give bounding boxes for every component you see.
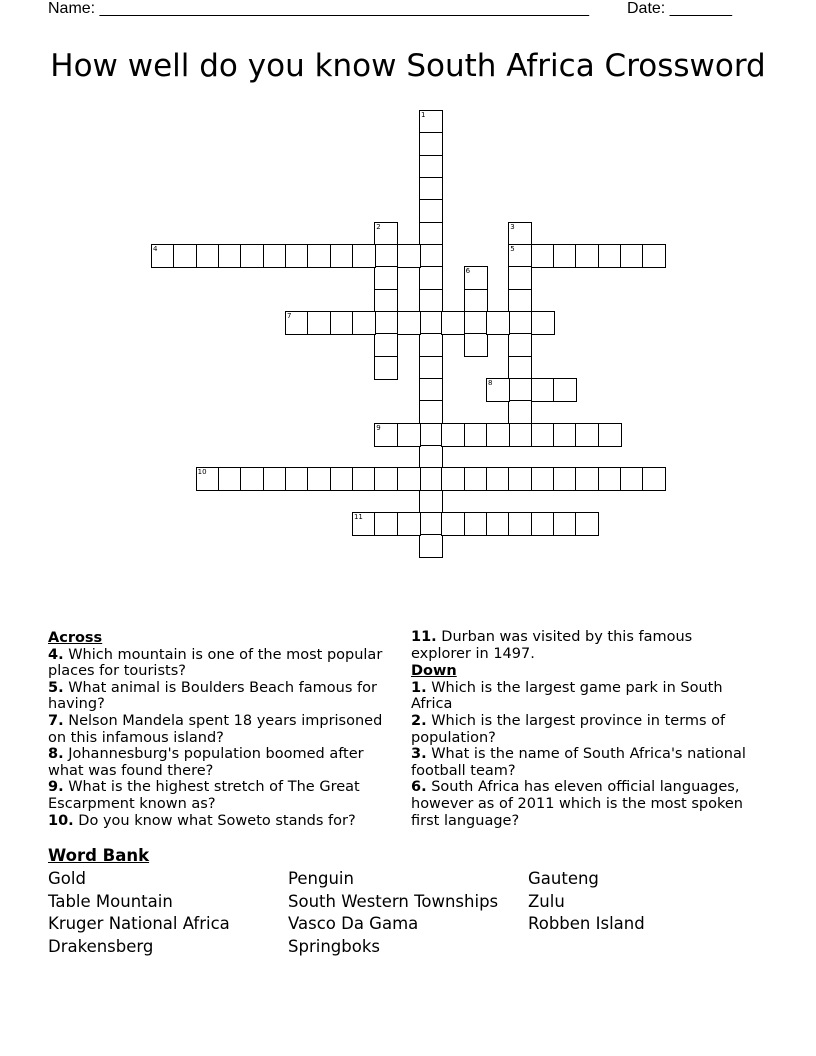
crossword-cell[interactable] bbox=[419, 490, 443, 514]
crossword-cell[interactable] bbox=[374, 512, 398, 536]
clue-item bbox=[411, 680, 756, 713]
crossword-cell[interactable] bbox=[419, 110, 443, 134]
word-bank-item: Vasco Da Gama bbox=[288, 914, 419, 934]
crossword-cell[interactable] bbox=[151, 244, 175, 268]
clue-number: 2. bbox=[411, 712, 427, 729]
crossword-cell[interactable] bbox=[598, 244, 622, 268]
clue-text: Durban was visited by this famous explorer in 1497. bbox=[411, 629, 693, 662]
clue-item bbox=[48, 746, 393, 779]
crossword-cell[interactable] bbox=[218, 467, 242, 491]
crossword-cell[interactable] bbox=[464, 266, 488, 290]
crossword-cell[interactable] bbox=[419, 244, 443, 268]
crossword-cell[interactable] bbox=[486, 311, 510, 335]
crossword-cell[interactable] bbox=[330, 467, 354, 491]
crossword-cell[interactable] bbox=[374, 311, 398, 335]
crossword-cell[interactable] bbox=[419, 356, 443, 380]
word-bank-item: Robben Island bbox=[528, 914, 645, 934]
crossword-cell[interactable] bbox=[441, 467, 465, 491]
crossword-cell[interactable] bbox=[374, 222, 398, 246]
crossword-cell[interactable] bbox=[575, 467, 599, 491]
crossword-cell[interactable] bbox=[419, 155, 443, 179]
crossword-cell[interactable] bbox=[419, 132, 443, 156]
crossword-cell[interactable] bbox=[464, 512, 488, 536]
crossword-cell[interactable] bbox=[352, 311, 376, 335]
crossword-cell[interactable] bbox=[419, 512, 443, 536]
crossword-cell[interactable] bbox=[508, 289, 532, 313]
crossword-cell[interactable] bbox=[330, 311, 354, 335]
crossword-cell[interactable] bbox=[397, 512, 421, 536]
word-bank-item: South Western Townships bbox=[288, 891, 499, 911]
clue-number: 1 bbox=[420, 111, 426, 119]
crossword-cell[interactable] bbox=[531, 467, 555, 491]
crossword-cell[interactable] bbox=[374, 467, 398, 491]
clue-number: 7 bbox=[286, 311, 292, 320]
clue-number: 5. bbox=[48, 679, 64, 696]
crossword-cell[interactable] bbox=[553, 467, 577, 491]
crossword-cell[interactable] bbox=[397, 467, 421, 491]
crossword-cell[interactable] bbox=[263, 467, 287, 491]
crossword-cell[interactable] bbox=[464, 423, 488, 447]
word-bank-item: Gauteng bbox=[528, 869, 599, 888]
clue-text: South Africa has eleven official languages, however as of 2011 which is the most spoken first language? bbox=[411, 779, 743, 829]
crossword-cell[interactable] bbox=[553, 244, 577, 268]
crossword-cell[interactable] bbox=[419, 266, 443, 290]
crossword-cell[interactable] bbox=[419, 289, 443, 313]
crossword-cell[interactable] bbox=[419, 467, 443, 491]
crossword-cell[interactable] bbox=[240, 467, 264, 491]
crossword-cell[interactable] bbox=[508, 356, 532, 380]
clue-item bbox=[48, 813, 393, 830]
word-bank-column bbox=[48, 868, 230, 958]
crossword-cell[interactable] bbox=[196, 244, 220, 268]
crossword-cell[interactable] bbox=[508, 311, 532, 335]
word-bank-item: Kruger National Africa bbox=[48, 914, 230, 934]
clue-text: Which is the largest province in terms of population? bbox=[411, 712, 726, 746]
crossword-cell[interactable] bbox=[486, 423, 510, 447]
crossword-cell[interactable] bbox=[307, 467, 331, 491]
crossword-cell[interactable] bbox=[553, 378, 577, 402]
crossword-cell[interactable] bbox=[508, 244, 532, 268]
crossword-cell[interactable] bbox=[486, 378, 510, 402]
word-bank-column bbox=[528, 868, 645, 936]
crossword-cell[interactable] bbox=[419, 534, 443, 558]
crossword-cell[interactable] bbox=[307, 311, 331, 335]
clue-number: 4. bbox=[48, 646, 64, 663]
crossword-cell[interactable] bbox=[620, 467, 644, 491]
clue-number: 6 bbox=[465, 267, 471, 276]
crossword-cell[interactable] bbox=[397, 423, 421, 447]
crossword-cell[interactable] bbox=[508, 378, 532, 402]
clue-number: 3. bbox=[411, 746, 427, 763]
clue-number: 8 bbox=[487, 378, 493, 387]
crossword-cell[interactable] bbox=[508, 222, 532, 246]
crossword-cell[interactable] bbox=[575, 423, 599, 447]
clue-item bbox=[411, 629, 756, 662]
crossword-cell[interactable] bbox=[330, 244, 354, 268]
crossword-cell[interactable] bbox=[508, 512, 532, 536]
word-bank-item: Table Mountain bbox=[48, 891, 173, 911]
crossword-cell[interactable] bbox=[374, 423, 398, 447]
clues-left-column bbox=[48, 629, 393, 829]
crossword-cell[interactable] bbox=[419, 333, 443, 357]
crossword-cell[interactable] bbox=[642, 467, 666, 491]
crossword-cell[interactable] bbox=[285, 311, 309, 335]
crossword-cell[interactable] bbox=[575, 512, 599, 536]
crossword-cell[interactable] bbox=[374, 289, 398, 313]
clue-text: Johannesburg's population boomed after what was found there? bbox=[48, 746, 364, 779]
crossword-cell[interactable] bbox=[285, 467, 309, 491]
across-heading: Across bbox=[48, 630, 103, 646]
crossword-cell[interactable] bbox=[531, 311, 555, 335]
word-bank-title: Word Bank bbox=[48, 846, 150, 865]
crossword-cell[interactable] bbox=[218, 244, 242, 268]
word-bank-column bbox=[288, 868, 498, 958]
clue-number: 9. bbox=[48, 779, 64, 796]
crossword-cell[interactable] bbox=[531, 244, 555, 268]
clue-number: 7. bbox=[48, 712, 64, 729]
crossword-cell[interactable] bbox=[419, 199, 443, 223]
name-field: Name: _______________________________________________________ bbox=[48, 0, 589, 17]
crossword-cell[interactable] bbox=[441, 512, 465, 536]
page-title: How well do you know South Africa Crossword bbox=[50, 48, 766, 84]
word-bank-item: Penguin bbox=[288, 869, 354, 888]
crossword-cell[interactable] bbox=[486, 512, 510, 536]
word-bank-item: Drakensberg bbox=[48, 936, 154, 956]
crossword-cell[interactable] bbox=[173, 244, 197, 268]
crossword-cell[interactable] bbox=[441, 311, 465, 335]
clue-number: 3 bbox=[510, 222, 515, 231]
clue-number: 1. bbox=[411, 679, 427, 696]
clue-number: 10 bbox=[197, 468, 207, 477]
crossword-cell[interactable] bbox=[508, 467, 532, 491]
word-bank-item: Gold bbox=[48, 869, 86, 888]
clue-number: 5 bbox=[510, 244, 515, 253]
crossword-cell[interactable] bbox=[352, 512, 376, 536]
crossword-cell[interactable] bbox=[531, 423, 555, 447]
crossword-cell[interactable] bbox=[486, 467, 510, 491]
crossword-cell[interactable] bbox=[620, 244, 644, 268]
crossword-cell[interactable] bbox=[464, 311, 488, 335]
crossword-cell[interactable] bbox=[307, 244, 331, 268]
crossword-cell[interactable] bbox=[508, 266, 532, 290]
crossword-cell[interactable] bbox=[374, 266, 398, 290]
crossword-cell[interactable] bbox=[575, 244, 599, 268]
crossword-cell[interactable] bbox=[397, 311, 421, 335]
clue-text: What is the highest stretch of The Great Escarpment known as? bbox=[48, 779, 360, 812]
crossword-cell[interactable] bbox=[598, 423, 622, 447]
crossword-cell[interactable] bbox=[419, 311, 443, 335]
crossword-cell[interactable] bbox=[419, 177, 443, 201]
crossword-cell[interactable] bbox=[598, 467, 622, 491]
clue-text: Which mountain is one of the most popular places for tourists? bbox=[48, 646, 383, 680]
crossword-cell[interactable] bbox=[464, 333, 488, 357]
crossword-cell[interactable] bbox=[352, 244, 376, 268]
crossword-cell[interactable] bbox=[263, 244, 287, 268]
word-bank-item: Springboks bbox=[288, 936, 380, 956]
clue-text: What animal is Boulders Beach famous for having? bbox=[48, 679, 377, 713]
clue-text: Nelson Mandela spent 18 years imprisoned on this infamous island? bbox=[48, 712, 383, 746]
clue-number: 10. bbox=[48, 812, 74, 829]
crossword-cell[interactable] bbox=[419, 445, 443, 469]
clue-item bbox=[411, 746, 756, 779]
clue-number: 9 bbox=[376, 423, 381, 432]
crossword-cell[interactable] bbox=[464, 467, 488, 491]
crossword-cell[interactable] bbox=[531, 378, 555, 402]
crossword-cell[interactable] bbox=[508, 333, 532, 357]
crossword-cell[interactable] bbox=[240, 244, 264, 268]
date-field: Date: _______ bbox=[627, 0, 732, 17]
word-bank-item: Zulu bbox=[528, 891, 565, 911]
crossword-cell[interactable] bbox=[374, 356, 398, 380]
clue-item bbox=[411, 779, 756, 829]
clue-number: 6. bbox=[411, 779, 427, 796]
crossword-cell[interactable] bbox=[508, 423, 532, 447]
clue-item bbox=[48, 647, 393, 680]
crossword-cell[interactable] bbox=[285, 244, 309, 268]
crossword-cell[interactable] bbox=[397, 244, 421, 268]
crossword-cell[interactable] bbox=[374, 244, 398, 268]
down-heading: Down bbox=[411, 663, 457, 680]
clue-number: 2 bbox=[376, 222, 381, 231]
crossword-cell[interactable] bbox=[196, 467, 220, 491]
crossword-cell[interactable] bbox=[553, 512, 577, 536]
clue-item bbox=[411, 713, 756, 746]
crossword-cell[interactable] bbox=[553, 423, 577, 447]
clues-right-column bbox=[411, 629, 756, 829]
clue-item bbox=[48, 680, 393, 713]
clue-text: Do you know what Soweto stands for? bbox=[73, 812, 356, 829]
clue-number: 4 bbox=[153, 244, 158, 253]
crossword-cell[interactable] bbox=[419, 378, 443, 402]
clue-text: Which is the largest game park in South Africa bbox=[411, 679, 723, 713]
clue-number: 11. bbox=[411, 629, 437, 645]
clue-item bbox=[48, 713, 393, 746]
crossword-cell[interactable] bbox=[352, 467, 376, 491]
crossword-cell[interactable] bbox=[642, 244, 666, 268]
clue-number: 8. bbox=[48, 746, 64, 763]
clue-item bbox=[48, 779, 393, 812]
clue-number: 11 bbox=[353, 512, 363, 521]
crossword-cell[interactable] bbox=[441, 423, 465, 447]
crossword-cell[interactable] bbox=[374, 333, 398, 357]
crossword-cell[interactable] bbox=[464, 289, 488, 313]
crossword-cell[interactable] bbox=[419, 423, 443, 447]
clue-text: What is the name of South Africa's national football team? bbox=[411, 746, 746, 779]
crossword-cell[interactable] bbox=[419, 400, 443, 424]
crossword-cell[interactable] bbox=[531, 512, 555, 536]
crossword-cell[interactable] bbox=[419, 222, 443, 246]
crossword-cell[interactable] bbox=[508, 400, 532, 424]
